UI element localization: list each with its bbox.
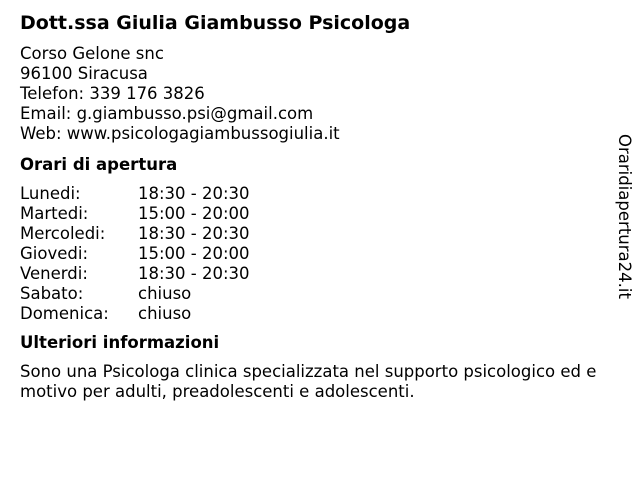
- hours-day: Mercoledi:: [20, 224, 106, 243]
- business-card: [20, 10, 620, 402]
- hours-day: Giovedi:: [20, 244, 88, 263]
- website-text: Web: www.psicologagiambussogiulia.it: [20, 124, 340, 143]
- hours-row-monday: [20, 184, 620, 204]
- hours-row-saturday: [20, 284, 620, 304]
- opening-hours-list: [20, 184, 620, 324]
- opening-hours-section: [20, 154, 620, 324]
- hours-time: 18:30 - 20:30: [138, 184, 250, 203]
- hours-time: 15:00 - 20:00: [138, 244, 250, 263]
- hours-day: Venerdi:: [20, 264, 88, 283]
- hours-day: Sabato:: [20, 284, 84, 303]
- hours-row-wednesday: [20, 224, 620, 244]
- additional-info-text: Sono una Psicologa clinica specializzata nel supporto psicologico ed e motivo per adulti, preadolescenti e adolescenti.: [20, 362, 597, 401]
- hours-time: 18:30 - 20:30: [138, 224, 250, 243]
- hours-day: Domenica:: [20, 304, 109, 323]
- hours-day: Lunedi:: [20, 184, 81, 203]
- hours-time: 18:30 - 20:30: [138, 264, 250, 283]
- additional-info-section: [20, 332, 620, 402]
- address-street: Corso Gelone snc: [20, 44, 164, 63]
- hours-row-friday: [20, 264, 620, 284]
- opening-hours-heading: Orari di apertura: [20, 155, 178, 174]
- phone-text: Telefon: 339 176 3826: [20, 84, 205, 103]
- hours-time: 15:00 - 20:00: [138, 204, 250, 223]
- business-name: Dott.ssa Giulia Giambusso Psicologa: [20, 12, 411, 34]
- hours-time: chiuso: [138, 304, 192, 323]
- hours-row-tuesday: [20, 204, 620, 224]
- address-city: 96100 Siracusa: [20, 64, 148, 83]
- hours-day: Martedi:: [20, 204, 89, 223]
- hours-row-thursday: [20, 244, 620, 264]
- hours-time: chiuso: [138, 284, 192, 303]
- site-watermark: Oraridiapertura24.it: [615, 134, 634, 299]
- hours-row-sunday: [20, 304, 620, 324]
- additional-info-heading: Ulteriori informazioni: [20, 333, 220, 352]
- email-text: Email: g.giambusso.psi@gmail.com: [20, 104, 314, 123]
